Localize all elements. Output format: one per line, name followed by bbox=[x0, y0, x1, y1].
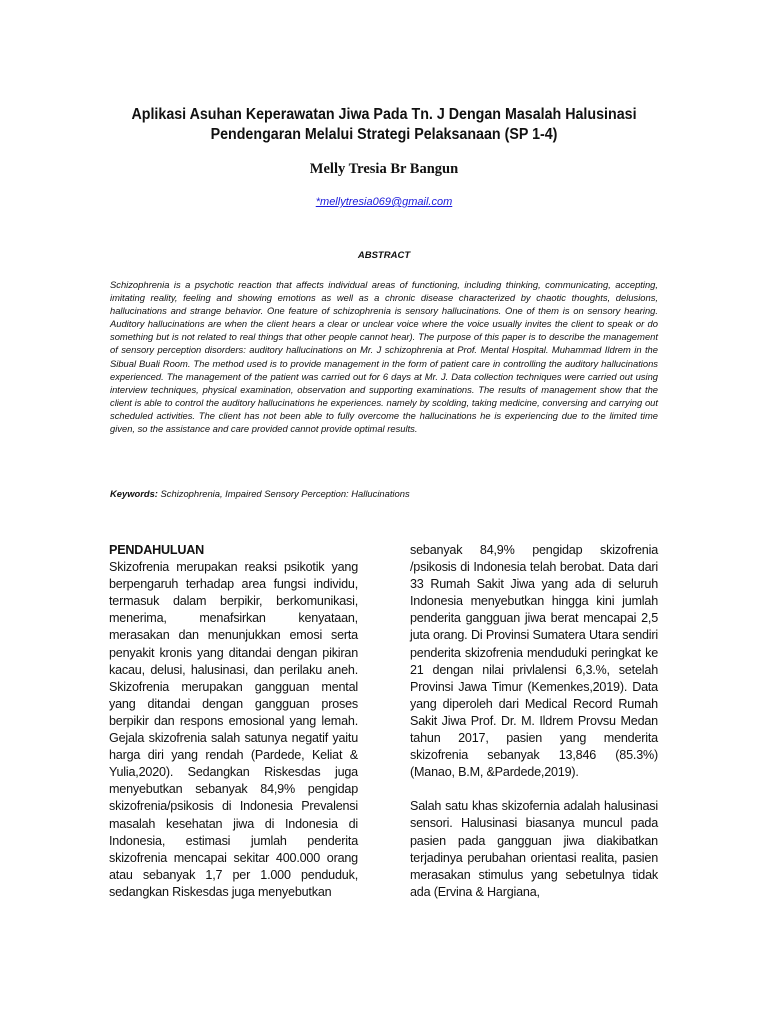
title-line-1: Aplikasi Asuhan Keperawatan Jiwa Pada Tn. J Dengan Masalah Halusinasi bbox=[131, 106, 637, 123]
keywords-text: Schizophrenia, Impaired Sensory Perception: Hallucinations bbox=[157, 488, 410, 499]
paper-title bbox=[114, 105, 655, 145]
section-heading-pendahuluan: PENDAHULUAN bbox=[109, 543, 205, 557]
keywords bbox=[110, 488, 658, 499]
right-paragraph-2: Salah satu khas skizofernia adalah halusinasi sensori. Halusinasi biasanya muncul pada pasien pada gangguan jiwa diakibatkan terjadinya perubahan orientasi realita, pasien merasakan stimulus yang sebetulnya tidak ada (Ervina & Hargiana, bbox=[410, 799, 658, 899]
abstract-heading: ABSTRACT bbox=[357, 250, 411, 261]
abstract-body: Schizophrenia is a psychotic reaction that affects individual areas of functioning, including thinking, communicating, accepting, imitating reality, feeling and showing emotions as well as a chronic disease characterized by chaotic thoughts, delusions, hallucinations and strange behavior. One feature of schizophrenia is sensory hallucinations. One of them is on sensory hearing. Auditory hallucinations are when the client hears a clear or unclear voice where the voice usually invites the client to speak or do something but is not related to real things that other people cannot hear). The purpose of this paper is to describe the management of sensory perception disorders: auditory hallucinations on Mr. J schizophrenia at Prof. Mental Hospital. Muhammad Ildrem in the Sibual Buali Room. The method used is to provide management in the form of patient care in controlling the auditory hallucinations experienced. The management of the patient was carried out for 6 days at Mr. J. Data collection techniques were carried out using interview techniques, physical examination, observation and supporting examinations. The results of management show that the client is able to control the auditory hallucinations he experiences. namely by scolding, taking medicine, conversing and carrying out scheduled activities. The client has not been able to fully overcome the hallucinations he is experiencing due to the limited time given, so the assistance and care provided cannot provide optimal results. bbox=[110, 279, 658, 435]
left-paragraph: Skizofrenia merupakan reaksi psikotik yang berpengaruh terhadap area fungsi individu, termasuk dalam berpikir, berkomunikasi, menerima, menafsirkan kenyataan, merasakan dan menunjukkan emosi serta penyakit kronis yang ditandai dengan pikiran kacau, delusi, halusinasi, dan perilaku aneh. Skizofrenia merupakan gangguan mental yang ditandai dengan gangguan proses berpikir dan respons emosional yang lemah. Gejala skizofrenia salah satunya negatif yaitu harga diri yang rendah (Pardede, Keliat & Yulia,2020). Sedangkan Riskesdas juga menyebutkan sebanyak 84,9% pengidap skizofrenia/psikosis di Indonesia Prevalensi masalah kesehatan jiwa di Indonesia di Indonesia, estimasi jumlah penderita skizofrenia mencapai sekitar 400.000 orang atau sebanyak 1,7 per 1.000 penduduk, sedangkan Riskesdas juga menyebutkan bbox=[109, 560, 358, 899]
left-column bbox=[109, 542, 358, 901]
right-paragraph-1: sebanyak 84,9% pengidap skizofrenia /psikosis di Indonesia telah berobat. Data dari 33 Rumah Sakit Jiwa yang ada di seluruh Indonesia menyebutkan hingga kini jumlah penderita gangguan jiwa berat mencapai 2,5 juta orang. Di Provinsi Sumatera Utara sendiri penderita skizofrenia menduduki peringkat ke 21 dengan nilai privlalensi 6,3.%, setelah Provinsi Jawa Timur (Kemenkes,2019). Data yang diperoleh dari Medical Record Rumah Sakit Jiwa Prof. Dr. M. Ildrem Provsu Medan tahun 2017, pasien yang menderita skizofrenia sebanyak 13,846 (85.3%) (Manao, B.M, &Pardede,2019). bbox=[410, 543, 658, 780]
keywords-label: Keywords: bbox=[110, 488, 158, 499]
author-name: Melly Tresia Br Bangun bbox=[309, 161, 459, 177]
title-line-2: Pendengaran Melalui Strategi Pelaksanaan (SP 1-4) bbox=[210, 126, 558, 143]
author-email-link[interactable]: *mellytresia069@gmail.com bbox=[315, 196, 453, 208]
right-column bbox=[410, 542, 658, 901]
